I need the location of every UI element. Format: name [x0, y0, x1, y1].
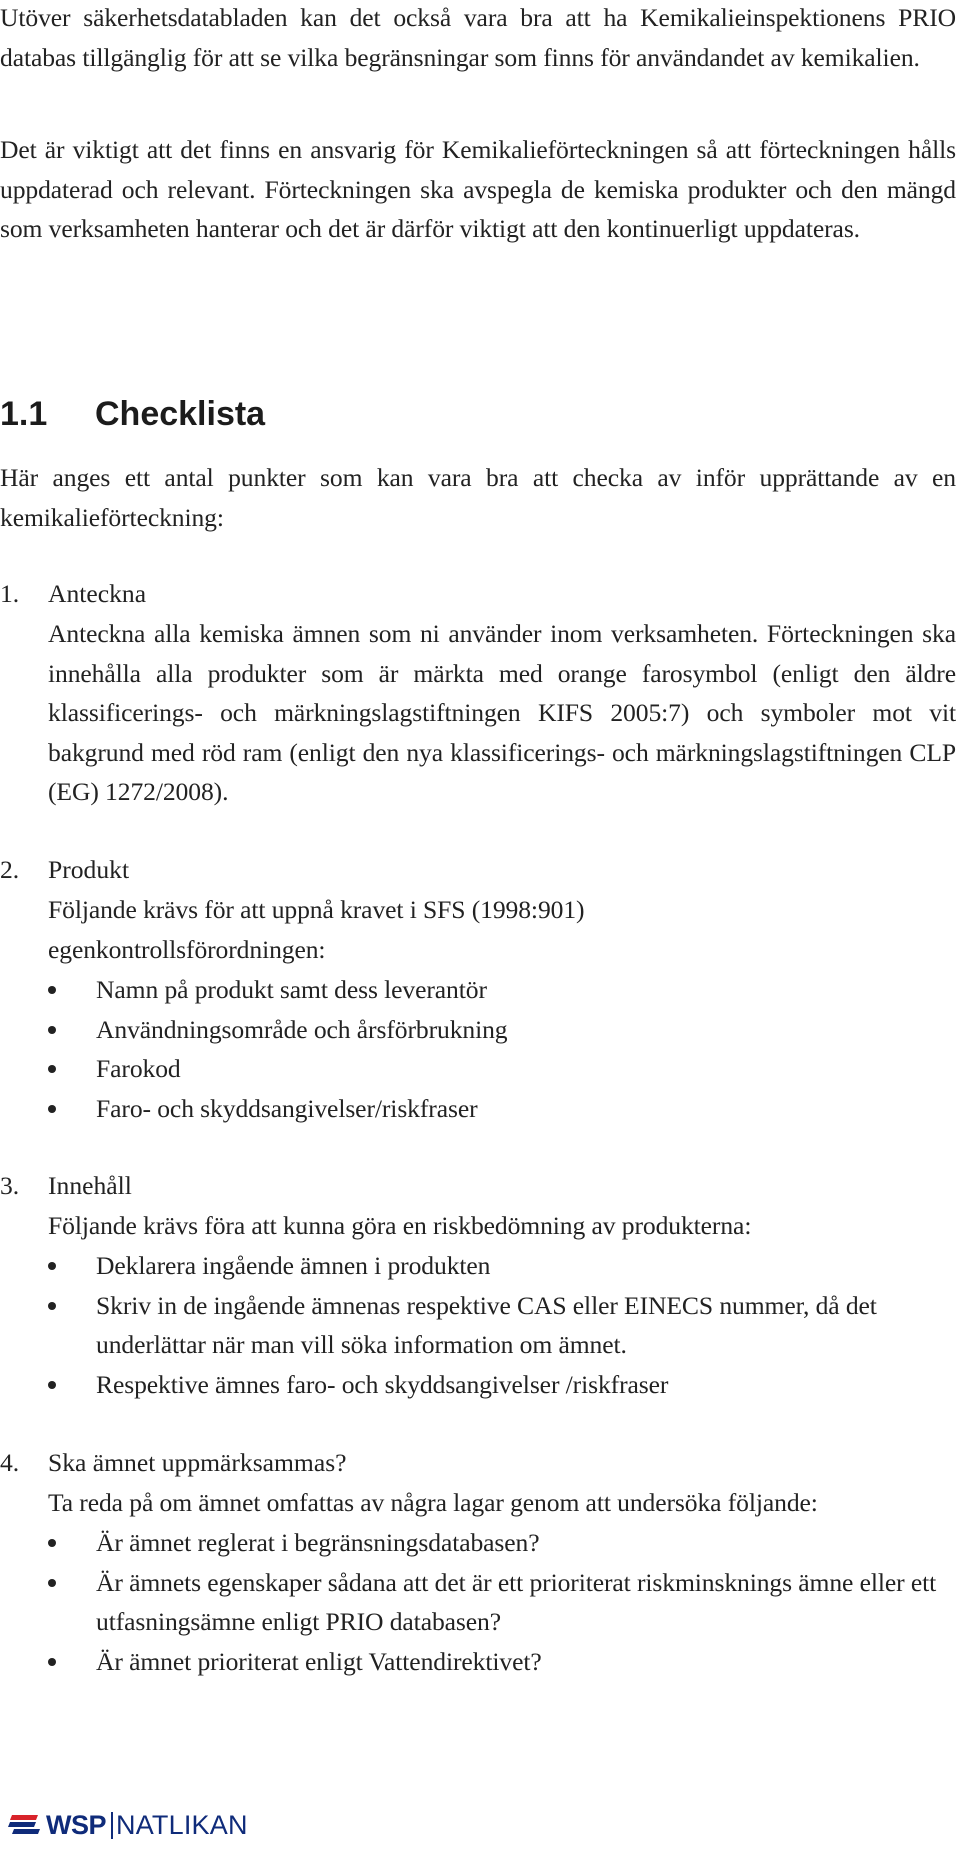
- list-item: Faro- och skyddsangivelser/riskfraser: [48, 1089, 958, 1129]
- bullet-list: [48, 970, 958, 1128]
- list-item: Är ämnet prioriterat enligt Vattendirektivet?: [48, 1642, 958, 1682]
- checklist-item-title: [0, 574, 146, 614]
- bullet-icon: [48, 1065, 56, 1073]
- checklist-item-title: [0, 1166, 132, 1206]
- list-item: Namn på produkt samt dess leverantör: [48, 970, 958, 1010]
- bullet-list: [48, 1246, 958, 1404]
- section-title: Checklista: [95, 395, 266, 433]
- bullet-icon: [48, 1262, 56, 1270]
- paragraph-responsible-person: Det är viktigt att det finns en ansvarig för Kemikalieförteckningen så att förteckningen hålls uppdaterad och relevant. Förteckningen ska avspegla de kemiska produkter och den mängd som verksamheten hanterar och det är därför viktigt att den kontinuerligt uppdateras.: [0, 135, 956, 244]
- item-number: 1.: [0, 579, 20, 608]
- section-intro: Här anges ett antal punkter som kan vara bra att checka av inför upprättande av en kemikalieförteckning:: [0, 463, 956, 532]
- item-title-text: Innehåll: [48, 1171, 132, 1200]
- logo-separator: [111, 1812, 113, 1839]
- paragraph-prio-database: Utöver säkerhetsdatabladen kan det också vara bra att ha Kemikalieinspektionens PRIO databas tillgänglig för att se vilka begränsningar som finns för användandet av kemikalien.: [0, 3, 956, 72]
- list-item: Deklarera ingående ämnen i produkten: [48, 1246, 958, 1286]
- logo-brand: WSP: [46, 1809, 107, 1840]
- bullet-icon: [48, 1105, 56, 1113]
- checklist-item-title: [0, 850, 129, 890]
- footer-logo: [8, 1805, 248, 1845]
- bullet-icon: [48, 1579, 56, 1587]
- bullet-icon: [48, 986, 56, 994]
- checklist-item-title: [0, 1443, 347, 1483]
- item-title-text: Ska ämnet uppmärksammas?: [48, 1448, 347, 1477]
- checklist-item-body: Följande krävs för att uppnå kravet i SFS (1998:901) egenkontrollsförordningen:: [48, 895, 585, 964]
- checklist-item-body: Anteckna alla kemiska ämnen som ni använder inom verksamheten. Förteckningen ska innehålla alla produkter som är märkta med orange farosymbol (enligt den äldre klassificerings- och märkningslagstiftningen KIFS 2005:7) och symboler mot vit bakgrund med röd ram (enligt den nya klassificerings- och märkningslagstiftningen CLP (EG) 1272/2008).: [48, 619, 956, 807]
- bullet-icon: [48, 1381, 56, 1389]
- bullet-icon: [48, 1026, 56, 1034]
- list-item: Farokod: [48, 1049, 958, 1089]
- logo-subbrand: NATLIKAN: [116, 1809, 248, 1840]
- wsp-stripes-icon: [8, 1811, 44, 1839]
- list-item: Respektive ämnes faro- och skyddsangivelser /riskfraser: [48, 1365, 958, 1405]
- list-item: Är ämnets egenskaper sådana att det är ett prioriterat riskminsknings ämne eller ett utfasningsämne enligt PRIO databasen?: [48, 1563, 958, 1642]
- checklist-item-body: Följande krävs föra att kunna göra en riskbedömning av produkterna:: [48, 1211, 752, 1240]
- list-item: Är ämnet reglerat i begränsningsdatabasen?: [48, 1523, 958, 1563]
- list-item: Användningsområde och årsförbrukning: [48, 1010, 958, 1050]
- item-number: 3.: [0, 1171, 20, 1200]
- item-number: 2.: [0, 855, 20, 884]
- section-number: 1.1: [0, 395, 48, 433]
- bullet-icon: [48, 1658, 56, 1666]
- list-item: Skriv in de ingående ämnenas respektive CAS eller EINECS nummer, då det underlättar när man vill söka information om ämnet.: [48, 1286, 958, 1365]
- checklist-item-body: Ta reda på om ämnet omfattas av några lagar genom att undersöka följande:: [48, 1488, 818, 1517]
- bullet-list: [48, 1523, 958, 1681]
- bullet-icon: [48, 1539, 56, 1547]
- bullet-icon: [48, 1302, 56, 1310]
- item-title-text: Produkt: [48, 855, 130, 884]
- section-heading: [0, 392, 265, 436]
- item-number: 4.: [0, 1448, 20, 1477]
- item-title-text: Anteckna: [48, 579, 147, 608]
